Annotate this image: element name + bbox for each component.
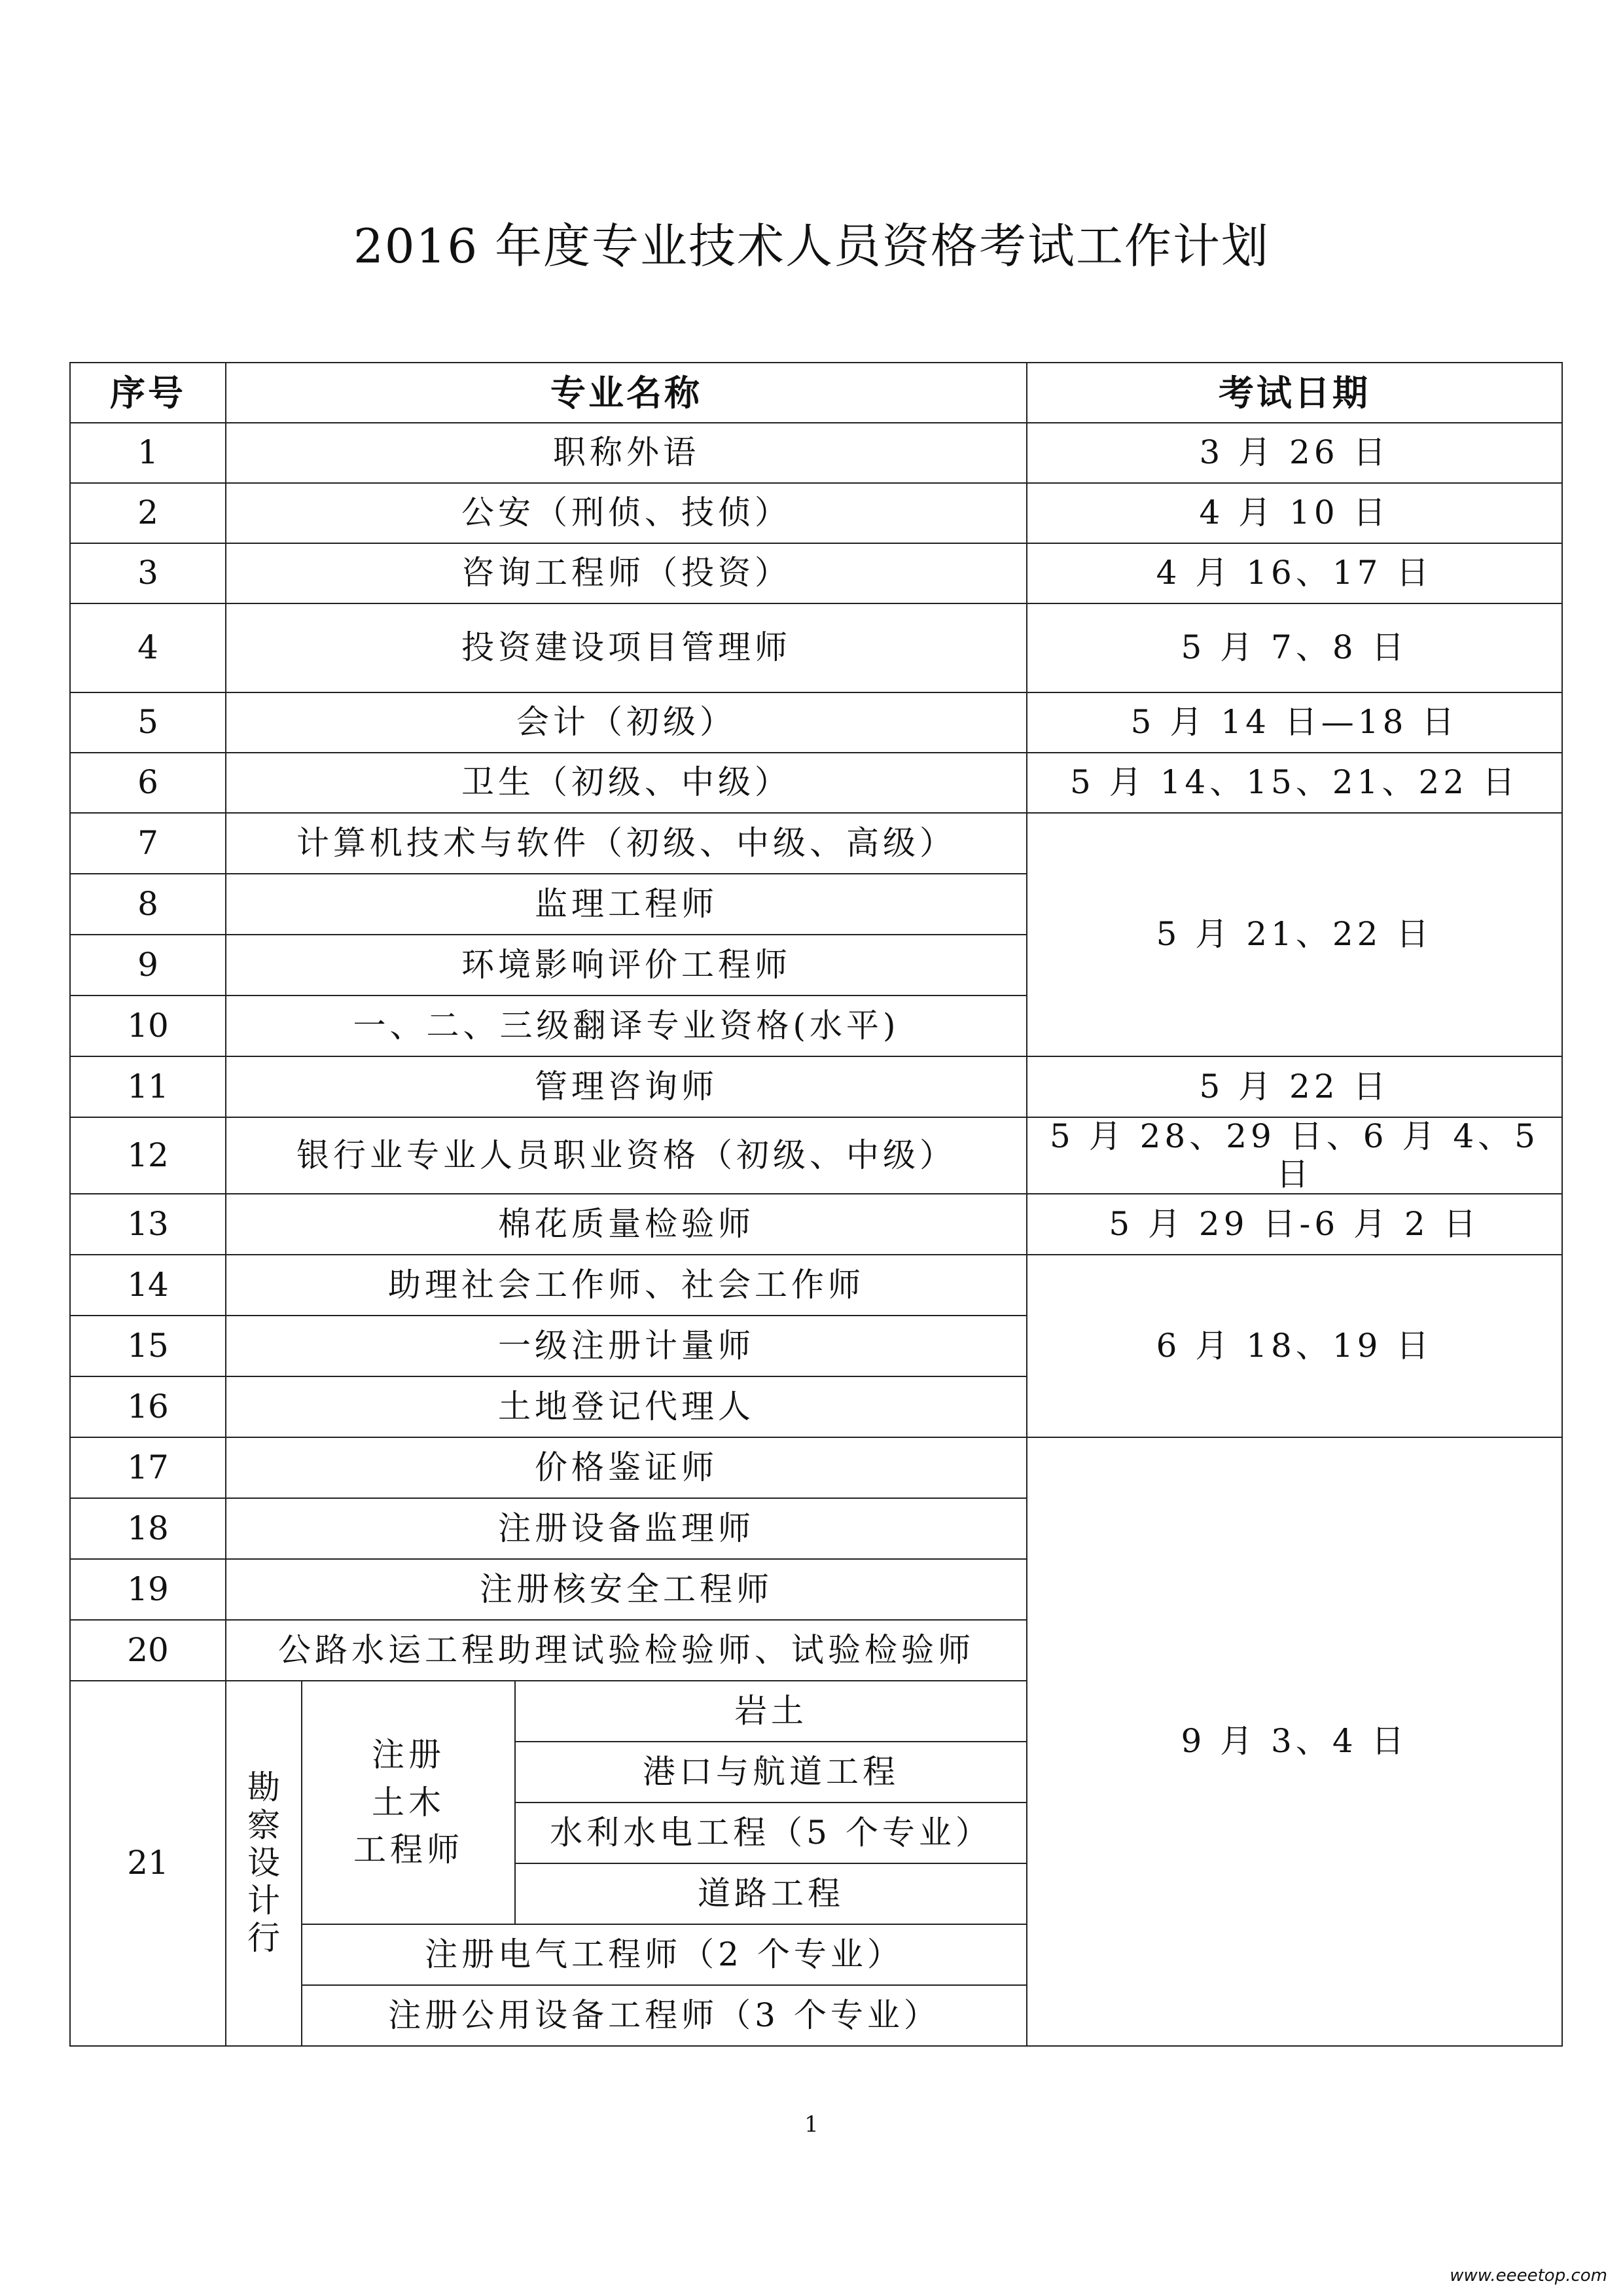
table-row [70,603,1562,692]
table-row [70,813,1562,874]
row-date: 5 月 28、29 日、6 月 4、5 日 [1027,1117,1562,1194]
header-name: 专业名称 [226,363,1027,423]
page-number: 1 [804,2111,819,2138]
table-row [70,1056,1562,1117]
row-name: 注册设备监理师 [226,1498,1027,1559]
row-date: 4 月 16、17 日 [1027,543,1562,603]
sub-item: 岩土 [515,1681,1027,1742]
row-name: 棉花质量检验师 [226,1194,1027,1255]
row-date: 3 月 26 日 [1027,423,1562,483]
row-no: 9 [70,935,226,996]
row-name: 投资建设项目管理师 [226,603,1027,692]
row-date: 5 月 22 日 [1027,1056,1562,1117]
table-row [70,543,1562,603]
row-date: 6 月 18、19 日 [1027,1255,1562,1437]
row-date: 5 月 21、22 日 [1027,813,1562,1056]
row-no: 3 [70,543,226,603]
row-no: 4 [70,603,226,692]
row-name: 环境影响评价工程师 [226,935,1027,996]
exam-plan-table [69,362,1563,2047]
table-row [70,1437,1562,1498]
row-no: 10 [70,996,226,1056]
row-name: 银行业专业人员职业资格（初级、中级） [226,1117,1027,1194]
sub-item: 港口与航道工程 [515,1742,1027,1803]
row-date: 9 月 3、4 日 [1027,1437,1562,2046]
row-no: 1 [70,423,226,483]
row-no: 2 [70,483,226,543]
row-name: 一级注册计量师 [226,1316,1027,1376]
row-no: 21 [70,1681,226,2046]
table-row [70,753,1562,813]
row-no: 11 [70,1056,226,1117]
row-name: 公安（刑侦、技侦） [226,483,1027,543]
row-name: 职称外语 [226,423,1027,483]
row-name: 土地登记代理人 [226,1376,1027,1437]
row-no: 8 [70,874,226,935]
row-no: 12 [70,1117,226,1194]
row-name: 计算机技术与软件（初级、中级、高级） [226,813,1027,874]
group-cell [302,1681,515,1924]
row-no: 18 [70,1498,226,1559]
row-name: 注册公用设备工程师（3 个专业） [302,1985,1027,2046]
row-no: 17 [70,1437,226,1498]
row-date: 4 月 10 日 [1027,483,1562,543]
page-title: 2016 年度专业技术人员资格考试工作计划 [353,219,1270,274]
row-name: 会计（初级） [226,692,1027,753]
row-no: 19 [70,1559,226,1620]
row-name: 监理工程师 [226,874,1027,935]
row-no: 7 [70,813,226,874]
watermark: www.eeeetop.com [1450,2266,1607,2286]
group-label: 注册 土木 工程师 [353,1736,463,1869]
table-row [70,1194,1562,1255]
category-label: 勘 察 设 计 行 [247,1768,280,1958]
table-row [70,423,1562,483]
row-no: 16 [70,1376,226,1437]
row-no: 14 [70,1255,226,1316]
row-name: 一、二、三级翻译专业资格(水平) [226,996,1027,1056]
row-name: 公路水运工程助理试验检验师、试验检验师 [226,1620,1027,1681]
row-no: 15 [70,1316,226,1376]
row-date: 5 月 14、15、21、22 日 [1027,753,1562,813]
row-no: 13 [70,1194,226,1255]
category-cell [226,1681,302,2046]
row-name: 助理社会工作师、社会工作师 [226,1255,1027,1316]
row-date: 5 月 7、8 日 [1027,603,1562,692]
row-no: 6 [70,753,226,813]
row-date: 5 月 14 日—18 日 [1027,692,1562,753]
row-name: 注册电气工程师（2 个专业） [302,1924,1027,1985]
row-name: 卫生（初级、中级） [226,753,1027,813]
row-name: 价格鉴证师 [226,1437,1027,1498]
row-date: 5 月 29 日-6 月 2 日 [1027,1194,1562,1255]
header-date: 考试日期 [1027,363,1562,423]
row-no: 5 [70,692,226,753]
table-row [70,1117,1562,1194]
row-name: 管理咨询师 [226,1056,1027,1117]
sub-item: 道路工程 [515,1863,1027,1924]
table-row [70,483,1562,543]
row-no: 20 [70,1620,226,1681]
row-name: 咨询工程师（投资） [226,543,1027,603]
row-name: 注册核安全工程师 [226,1559,1027,1620]
table-row [70,1255,1562,1316]
table-row [70,692,1562,753]
table-header-row [70,363,1562,423]
header-no: 序号 [70,363,226,423]
sub-item: 水利水电工程（5 个专业） [515,1803,1027,1863]
